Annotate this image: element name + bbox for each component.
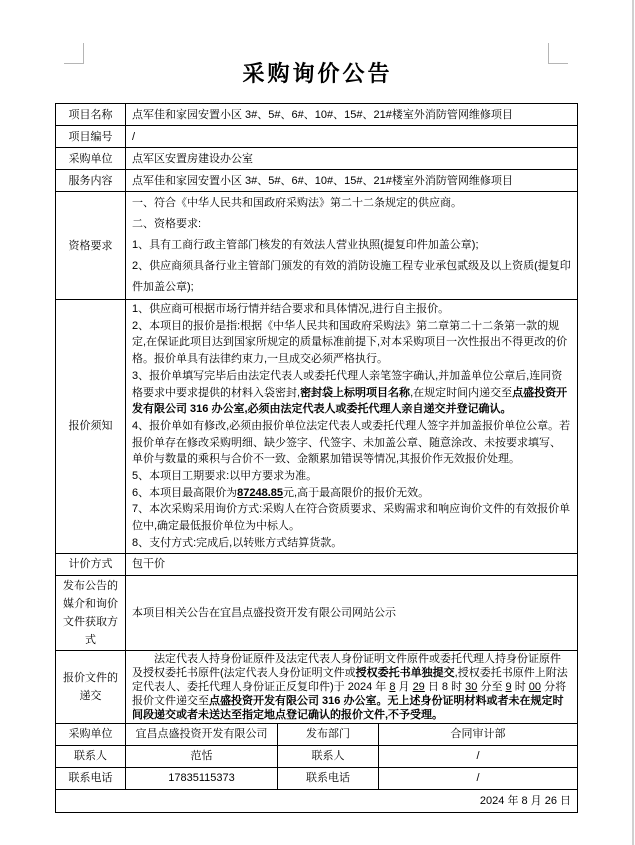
table-row-footer-contacts <box>56 745 578 767</box>
footer-purchasing-unit-label: 采购单位 <box>56 723 126 745</box>
footer-contact-value-right: / <box>379 745 578 767</box>
footer-phone-label-right: 联系电话 <box>278 767 379 789</box>
announcement-date: 2024 年 8 月 26 日 <box>56 789 578 812</box>
purchasing-unit-label: 采购单位 <box>56 148 126 170</box>
table-row-submission <box>56 650 578 723</box>
announcement-media-label: 发布公告的媒介和询价文件获取方式 <box>56 575 126 650</box>
table-row-project-no <box>56 126 578 148</box>
table-row-date <box>56 789 578 812</box>
qualification-label: 资格要求 <box>56 192 126 300</box>
table-row-footer-phones <box>56 767 578 789</box>
announcement-table <box>55 103 578 813</box>
footer-phone-label-left: 联系电话 <box>56 767 126 789</box>
submission-value: 法定代表人持身份证原件及法定代表人身份证明文件原件或委托代理人持身份证原件及授权委托书原件(法定代表人身份证明文件或授权委托书单独提交,授权委托书原件上附法定代表人、委托代理人身份证正反复印件)于 2024 年 8 月 29 日 8 时 30 分至 9 时 00 分将报价文件递交至点盛投资开发有限公司 316 办公室。无上述身份证明材料或者未在规定时间段递交或者未送达至指定地点登记确认的报价文件,不予受理。 <box>126 650 578 723</box>
footer-phone-value-left: 17835115373 <box>126 767 278 789</box>
service-content-label: 服务内容 <box>56 170 126 192</box>
page-title: 采购询价公告 <box>242 61 393 86</box>
pricing-method-label: 计价方式 <box>56 553 126 575</box>
table-row-quote-notes <box>56 300 578 554</box>
project-name-label: 项目名称 <box>56 104 126 126</box>
table-row-pricing-method <box>56 553 578 575</box>
submission-label: 报价文件的递交 <box>56 650 126 723</box>
announcement-media-value: 本项目相关公告在宜昌点盛投资开发有限公司网站公示 <box>126 575 578 650</box>
footer-publish-dept-label: 发布部门 <box>278 723 379 745</box>
footer-phone-value-right: / <box>379 767 578 789</box>
table-row-service-content <box>56 170 578 192</box>
pricing-method-value: 包干价 <box>126 553 578 575</box>
table-row-project-name <box>56 104 578 126</box>
page-right-edge <box>632 0 634 845</box>
footer-publish-dept-value: 合同审计部 <box>379 723 578 745</box>
table-row-purchasing-unit <box>56 148 578 170</box>
quote-notes-label: 报价须知 <box>56 300 126 554</box>
footer-contact-label-right: 联系人 <box>278 745 379 767</box>
table-row-qualification <box>56 192 578 300</box>
project-name-value: 点军佳和家园安置小区 3#、5#、6#、10#、15#、21#楼室外消防管网维修项目 <box>126 104 578 126</box>
project-no-label: 项目编号 <box>56 126 126 148</box>
qualification-value: 一、符合《中华人民共和国政府采购法》第二十二条规定的供应商。 二、资格要求: 1、具有工商行政主管部门核发的有效法人营业执照(提复印件加盖公章); 2、供应商须具备行业主管部门颁发的有效的消防设施工程专业承包贰级及以上资质(提复印件加盖公章); <box>126 192 578 300</box>
footer-contact-label-left: 联系人 <box>56 745 126 767</box>
project-no-value: / <box>126 126 578 148</box>
table-row-announcement-media <box>56 575 578 650</box>
footer-contact-value-left: 范恬 <box>126 745 278 767</box>
footer-purchasing-unit-value: 宜昌点盛投资开发有限公司 <box>126 723 278 745</box>
quote-notes-value: 1、供应商可根据市场行情并结合要求和具体情况,进行自主报价。 2、本项目的报价是指:根据《中华人民共和国政府采购法》第二章第二十二条第一款的规定,在保证此项目达到国家所规定的质量标准前提下,对本采购项目一次性报出不得更改的价格。报价单具有法律约束力,一旦成交必须严格执行。 3、报价单填写完毕后由法定代表人或委托代理人亲笔签字确认,并加盖单位公章后,连同资格要求中要求提供的材料入袋密封,密封袋上标明项目名称,在规定时间内递交至点盛投资开发有限公司 316 办公室,必须由法定代表人或委托代理人亲自递交并登记确认。 4、报价单如有修改,必须由报价单位法定代表人或委托代理人签字并加盖报价单位公章。若报价单存在修改采购明细、缺少签字、代签字、未加盖公章、随意涂改、未按要求填写、单价与数量的乘积与合价不一致、金额累加错误等情况,其报价作无效报价处理。 5、本项目工期要求:以甲方要求为准。 6、本项目最高限价为87248.85元,高于最高限价的报价无效。 7、本次采购采用询价方式:采购人在符合资质要求、采购需求和响应询价文件的有效报价单位中,确定最低报价单位为中标人。 8、支付方式:完成后,以转账方式结算货款。 <box>126 300 578 554</box>
purchasing-unit-value: 点军区安置房建设办公室 <box>126 148 578 170</box>
table-row-footer-units <box>56 723 578 745</box>
service-content-value: 点军佳和家园安置小区 3#、5#、6#、10#、15#、21#楼室外消防管网维修项目 <box>126 170 578 192</box>
